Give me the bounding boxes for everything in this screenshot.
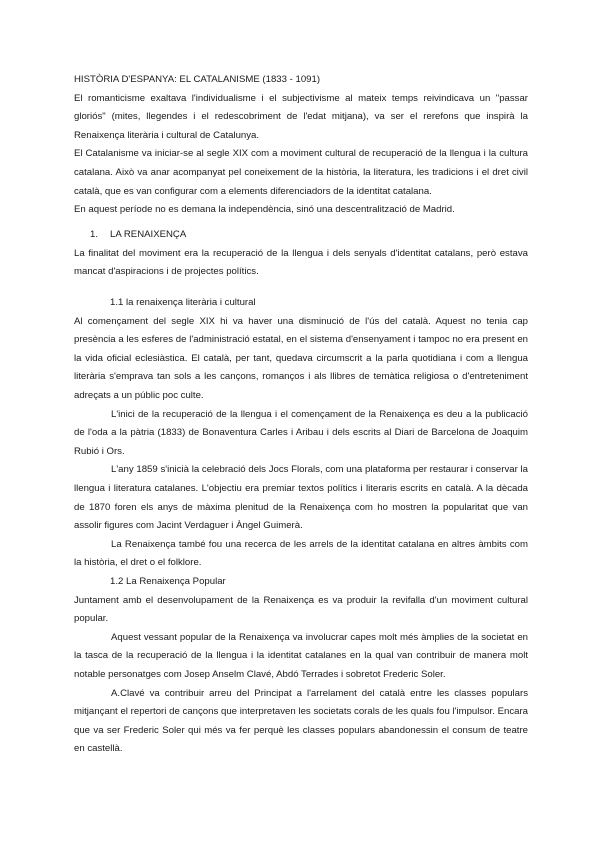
- section-1-1-paragraph-2: L'inici de la recuperació de la llengua i el començament de la Renaixença es deu a la publicació de l'oda a la pàtria (1833) de Bonaventura Carles i Aribau i dels escrits al Diari de Barcelona de Joaquim Rubió i Ors.: [74, 408, 528, 457]
- section-1-number: 1.: [90, 229, 99, 240]
- section-1-1-paragraph-4: La Renaixença també fou una recerca de les arrels de la identitat catalana en altres àmbits com la història, el dret o el folklore.: [74, 538, 528, 569]
- section-1-1: [74, 294, 528, 573]
- section-1-2-paragraph-1: Juntament amb el desenvolupament de la Renaixença es va produir la revifalla d'un moviment cultural popular.: [74, 594, 528, 625]
- section-1-title: LA RENAIXENÇA: [110, 229, 187, 240]
- section-1: [74, 226, 528, 282]
- section-1-1-paragraph-3: L'any 1859 s'inicià la celebració dels Jocs Florals, com una plataforma per restaurar i conservar la llengua i literatura catalanes. L'objectiu era premiar textos polítics i literaris escrits en català. A la dècada de 1870 foren els anys de màxima plenitud de la Renaixença com ho mostren la popularitat que van assolir figures com Jacint Verdaguer i Àngel Guimerà.: [74, 464, 528, 532]
- intro-paragraph-2: El Catalanisme va iniciar-se al segle XIX com a moviment cultural de recuperació de la llengua i la cultura catalana. Això va anar acompanyat pel coneixement de la història, la literatura, les tradicions i el dret civil català, que es van configurar com a elements diferenciadors de la identitat catalana.: [74, 148, 528, 197]
- intro-block: [74, 71, 528, 220]
- section-1-2-heading: 1.2 La Renaixença Popular: [110, 576, 226, 587]
- intro-paragraph-3: En aquest període no es demana la independència, sinó una descentralització de Madrid.: [74, 204, 455, 216]
- section-1-2-paragraph-3: A.Clavé va contribuir arreu del Principat a l'arrelament del català entre les classes populars mitjançant el repertori de cançons que interpretaven les societats corals de les quals fou l'impulsor. Encara que va ser Frederic Soler qui més va fer perquè les classes populars abandonessin el consum de teatre en castellà.: [74, 687, 528, 755]
- section-1-1-paragraph-1: Al començament del segle XIX hi va haver una disminució de l'ús del català. Aquest no tenia cap presència a les esferes de l'administració estatal, en el sistema d'ensenyament i tampoc no era present en la vida oficial eclesiàstica. El català, per tant, quedava circumscrit a la parla quotidiana i com a llengua literària s'emprava tan sols a les cançons, romanços i als llibres de temàtica religiosa o d'entreteniment adreçats a un públic poc culte.: [74, 315, 528, 401]
- document-title: HISTÒRIA D'ESPANYA: EL CATALANISME (1833 - 1091): [74, 74, 321, 85]
- section-1-paragraph: La finalitat del moviment era la recuperació de la llengua i dels senyals d'identitat catalans, però estava mancat d'aspiracions i de projectes polítics.: [74, 247, 528, 278]
- section-1-1-heading: 1.1 la renaixença literària i cultural: [110, 297, 256, 308]
- section-1-2-paragraph-2: Aquest vessant popular de la Renaixença va involucrar capes molt més àmplies de la societat en la tasca de la recuperació de la llengua i la identitat catalanes en la qual van contribuir de manera molt notable personatges com Josep Anselm Clavé, Abdó Terrades i sobretot Frederic Soler.: [74, 631, 528, 680]
- section-1-heading: [74, 226, 528, 245]
- intro-paragraph-1: El romanticisme exaltava l'individualisme i el subjectivisme al mateix temps reivindicava un "passar gloriós" (mites, llegendes i el redescobriment de l'edat mitjana), va ser el rerefons que inspirà la Renaixença literària i cultural de Catalunya.: [74, 92, 528, 141]
- section-1-2: [74, 573, 528, 759]
